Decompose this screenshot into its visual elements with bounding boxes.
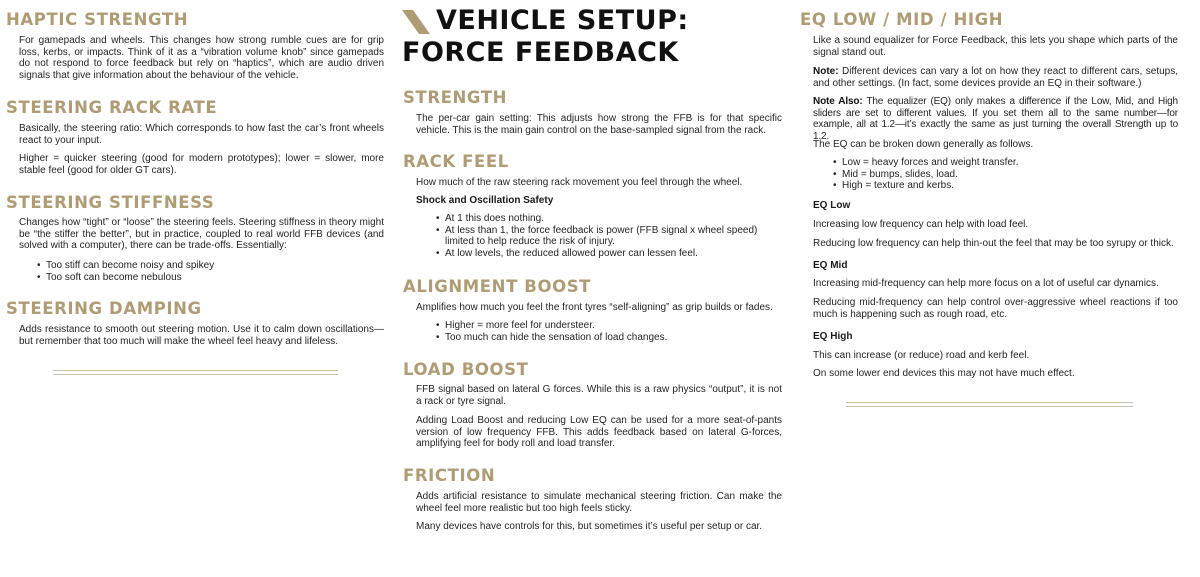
list-item: • At low levels, the reduced allowed power can lessen feel. — [436, 248, 782, 260]
list-item: • Mid = bumps, slides, load. — [833, 169, 1178, 181]
list-item: • High = texture and kerbs. — [833, 180, 1178, 192]
list-item: • Too stiff can become noisy and spikey — [37, 260, 377, 272]
steering-damping-text: Adds resistance to smooth out steering motion. Use it to calm down oscillations—but remember that too much will make the wheel feel heavy and lifeless. — [19, 324, 384, 347]
alignment-boost-text: Amplifies how much you feel the front tyres “self-aligning” as grip builds or fades. — [416, 302, 773, 313]
load-boost-heading: LOAD BOOST — [403, 360, 529, 379]
page-title-line-2: FORCE FEEDBACK — [402, 37, 679, 68]
eq-mid-subheading: EQ Mid — [813, 260, 848, 271]
steering-stiffness-text: Changes how “tight” or “loose” the steering feels. Steering stiffness in theory might be “the stiffer the better”, but in practice, coupled to real world FFB devices (and solved with a computer), there can be trade-offs. Essentially: — [19, 217, 384, 252]
friction-text-2: Many devices have controls for this, but sometimes it’s useful per setup or car. — [416, 521, 763, 532]
eq-intro-text: Like a sound equalizer for Force Feedback, this lets you shape which parts of the signal stand out. — [813, 35, 1178, 58]
steering-stiffness-bullets — [37, 260, 377, 283]
eq-heading: EQ LOW / MID / HIGH — [800, 10, 1004, 29]
eq-low-text-2: Reducing low frequency can help thin-out the feel that may be too syrupy or thick. — [813, 238, 1174, 249]
list-item: • Higher = more feel for understeer. — [436, 320, 782, 332]
eq-note — [813, 66, 1178, 89]
eq-mid-text-2: Reducing mid-frequency can help control over-aggressive wheel reactions if too much is happening such as rough road, etc. — [813, 297, 1178, 320]
column-divider-left — [53, 370, 338, 375]
rack-feel-text: How much of the raw steering rack movement you feel through the wheel. — [416, 177, 743, 188]
list-item: • Low = heavy forces and weight transfer. — [833, 157, 1178, 169]
column-divider-right — [846, 402, 1133, 407]
friction-text-1: Adds artificial resistance to simulate mechanical steering friction. Can make the wheel feel more realistic but too high feels sticky. — [416, 491, 782, 514]
strength-heading: STRENGTH — [403, 88, 508, 107]
list-item: • Too much can hide the sensation of load changes. — [436, 332, 782, 344]
steering-stiffness-heading: STEERING STIFFNESS — [6, 193, 215, 212]
slash-mark-icon — [402, 10, 430, 34]
rack-feel-bullets — [436, 213, 782, 259]
eq-bullets — [833, 157, 1178, 192]
eq-note-also — [813, 96, 1178, 142]
note-also-text: The equalizer (EQ) only makes a difference if the Low, Mid, and High sliders are set to different values. If you set them all to the same number—for example, all at 1.2—it’s exactly the same as just turning the overall Strength up to 1.2. — [813, 96, 1178, 142]
eq-mid-text-1: Increasing mid-frequency can help more focus on a lot of useful car dynamics. — [813, 278, 1159, 289]
load-boost-text-1: FFB signal based on lateral G forces. While this is a raw physics “output”, it is not a rack or tyre signal. — [416, 384, 782, 407]
haptic-strength-heading: HAPTIC STRENGTH — [6, 10, 189, 29]
eq-high-subheading: EQ High — [813, 331, 853, 342]
haptic-strength-text: For gamepads and wheels. This changes how strong rumble cues are for grip loss, kerbs, or impacts. Think of it as a “vibration volume knob” since gamepads do not respond to force feedback but rely on “haptics”, which are audio driven signals that give information about the behaviour of the vehicle. — [19, 35, 384, 81]
list-item: • At 1 this does nothing. — [436, 213, 782, 225]
note-label: Note: — [813, 66, 839, 77]
rack-feel-subheading: Shock and Oscillation Safety — [416, 195, 554, 206]
eq-low-subheading: EQ Low — [813, 200, 851, 211]
strength-text: The per-car gain setting: This adjusts how strong the FFB is for that specific vehicle. This is the main gain control on the base-sampled signal from the rack. — [416, 113, 782, 136]
note-also-label: Note Also: — [813, 96, 863, 107]
page-title-line-1: VEHICLE SETUP: — [436, 5, 689, 36]
list-item: • At less than 1, the force feedback is power (FFB signal x wheel speed) limited to help reduce the risk of injury. — [436, 225, 782, 248]
steering-rack-rate-text-2: Higher = quicker steering (good for modern prototypes); lower = slower, more stable feel (good for older GT cars). — [19, 153, 384, 176]
steering-rack-rate-text-1: Basically, the steering ratio: Which corresponds to how fast the car’s front wheels react to your input. — [19, 123, 384, 146]
rack-feel-heading: RACK FEEL — [403, 152, 509, 171]
friction-heading: FRICTION — [403, 466, 496, 485]
load-boost-text-2: Adding Load Boost and reducing Low EQ can be used for a more seat-of-pants version of low frequency FFB. This adds feedback based on lateral G-forces, amplifying feel for body roll and load transfer. — [416, 415, 782, 450]
note-text: Different devices can vary a lot on how they react to different cars, setups, and other settings. (In fact, some devices provide an EQ in their software.) — [813, 66, 1178, 89]
eq-high-text-2: On some lower end devices this may not have much effect. — [813, 368, 1075, 379]
steering-damping-heading: STEERING DAMPING — [6, 299, 202, 318]
eq-breakdown-text: The EQ can be broken down generally as follows. — [813, 139, 1034, 150]
alignment-boost-heading: ALIGNMENT BOOST — [403, 277, 592, 296]
eq-high-text-1: This can increase (or reduce) road and kerb feel. — [813, 350, 1030, 361]
list-item: • Too soft can become nebulous — [37, 272, 377, 284]
eq-low-text-1: Increasing low frequency can help with load feel. — [813, 219, 1029, 230]
alignment-boost-bullets — [436, 320, 782, 343]
steering-rack-rate-heading: STEERING RACK RATE — [6, 98, 218, 117]
